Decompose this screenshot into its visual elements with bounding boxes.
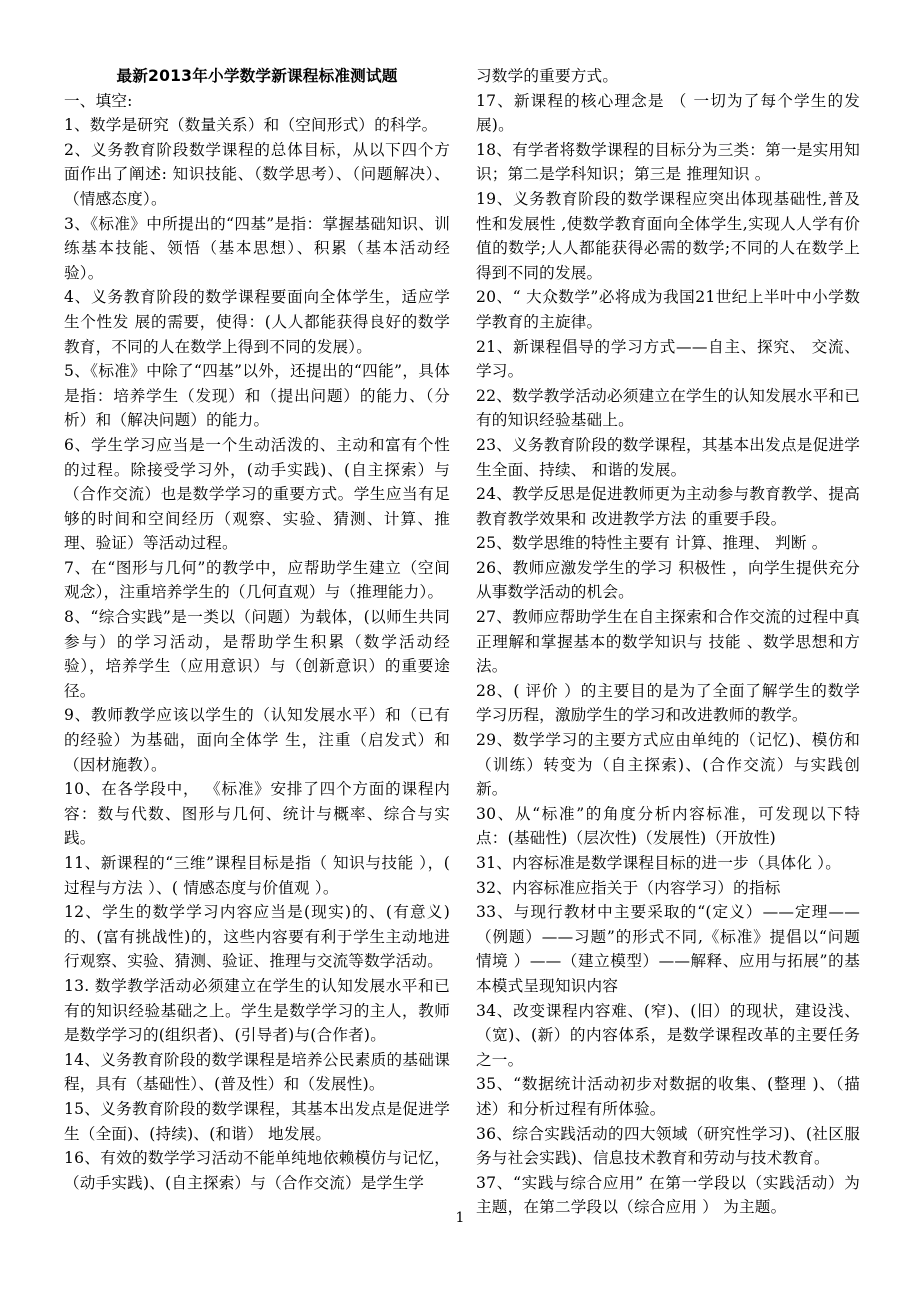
- question-item: 4、义务教育阶段的数学课程要面向全体学生，适应学生个性发 展的需要，使得：(人人都能获得良好的数学教育，不同的人在数学上得到不同的发展）。: [64, 288, 450, 356]
- question-item: 6、学生学习应当是一个生动活泼的、主动和富有个性的过程。除接受学习外，(动手实践)、(自主探索）与（合作交流）也是数学学习的重要方式。学生应当有足够的时间和空间经历（观察、实验、猜测、计算、推理、验证）等活动过程。: [64, 435, 450, 553]
- question-item: 13. 数学教学活动必须建立在学生的认知发展水平和已有的知识经验基础之上。学生是数学学习的主人，教师是数学学习的(组织者)、(引导者)与(合作者)。: [64, 976, 450, 1045]
- document-title: 最新2013年小学数学新课程标准测试题: [116, 67, 398, 85]
- question-item: 7、在“图形与几何”的教学中，应帮助学生建立（空间观念），注重培养学生的（几何直观）与（推理能力）。: [64, 558, 450, 602]
- question-item: 25、数学思维的特性主要有 计算、推理、 判断 。: [476, 534, 828, 553]
- question-item: 16、有效的数学学习活动不能单纯地依赖模仿与记忆，（动手实践)、(自主探索）与（合作交流）是学生学: [64, 1149, 450, 1192]
- question-item: 31、内容标准是数学课程目标的进一步（具体化 ）。: [476, 854, 842, 872]
- question-item: 36、综合实践活动的四大领域（研究性学习)、(社区服务与社会实践)、信息技术教育和劳动与技术教育。: [476, 1124, 860, 1168]
- question-item: 37、“实践与综合应用” 在第一学段以（实践活动）为主题，在第二学段以（综合应用 ） 为主题。: [476, 1173, 860, 1217]
- page-number: 1: [455, 1210, 465, 1226]
- right-column: [476, 64, 860, 1220]
- question-item: 8、“综合实践”是一类以（问题）为载体，(以师生共同参与）的学习活动，是帮助学生积累（数学活动经验），培养学生（应用意识）与（创新意识）的重要途径。: [64, 608, 450, 700]
- question-item: 19、义务教育阶段的数学课程应突出体现基础性,普及性和发展性 ,使数学教育面向全体学生,实现人人学有价值的数学;人人都能获得必需的数学;不同的人在数学上得到不同的发展。: [476, 189, 860, 282]
- question-item: 习数学的重要方式。: [476, 67, 619, 85]
- question-item: 10、在各学段中， 《标准》安排了四个方面的课程内容：数与代数、图形与几何、统计与概率、综合与实践。: [64, 780, 450, 848]
- section-heading: 一、填空:: [64, 91, 133, 110]
- question-item: 28、( 评价 ）的主要目的是为了全面了解学生的数学学习历程，激励学生的学习和改进教师的教学。: [476, 681, 860, 725]
- question-item: 5、《标准》中除了“四基”以外，还提出的“四能”，具体是指：培养学生（发现）和（提出问题）的能力、（分析）和（解决问题）的能力。: [64, 362, 450, 430]
- question-item: 34、改变课程内容难、(窄)、(旧）的现状，建设浅、（宽)、(新）的内容体系，是数学课程改革的主要任务之一。: [476, 1001, 860, 1069]
- question-item: 20、“ 大众数学”必将成为我国21世纪上半叶中小学数学教育的主旋律。: [476, 288, 860, 331]
- question-item: 11、新课程的“三维”课程目标是指（ 知识与技能 ），( 过程与方法 ）、( 情感态度与价值观 ）。: [64, 854, 450, 897]
- question-item: 24、教学反思是促进教师更为主动参与教育教学、提高教育教学效果和 改进教学方法 的重要手段。: [476, 485, 860, 528]
- question-item: 27、教师应帮助学生在自主探索和合作交流的过程中真正理解和掌握基本的数学知识与 技能 、数学思想和方法。: [476, 608, 860, 676]
- question-item: 3、《标准》中所提出的“四基”是指：掌握基础知识、训练基本技能、领悟（基本思想）、积累（基本活动经验）。: [64, 214, 450, 282]
- right-question-list: [476, 64, 860, 1220]
- question-item: 21、新课程倡导的学习方式——自主、探究、 交流、学习。: [476, 337, 860, 381]
- question-item: 18、有学者将数学课程的目标分为三类：第一是实用知识；第二是学科知识；第三是 推理知识 。: [476, 140, 860, 184]
- question-item: 15、义务教育阶段的数学课程，其基本出发点是促进学生（全面)、(持续)、(和谐） 地发展。: [64, 1099, 450, 1143]
- question-item: 30、从“标准”的角度分析内容标准，可发现以下特点：(基础性)（层次性)（发展性)（开放性): [476, 804, 860, 848]
- left-column: [64, 64, 450, 1195]
- question-item: 32、内容标准应指关于（内容学习）的指标: [476, 878, 781, 897]
- question-item: 35、“数据统计活动初步对数据的收集、(整理 )、（描述）和分析过程有所体验。: [476, 1075, 860, 1118]
- question-item: 9、教师教学应该以学生的（认知发展水平）和（已有的经验）为基础，面向全体学 生，注重（启发式）和（因材施教）。: [64, 706, 450, 774]
- question-item: 2、义务教育阶段数学课程的总体目标，从以下四个方面作出了阐述: 知识技能、（数学思考）、（问题解决）、（情感态度）。: [64, 140, 450, 208]
- question-item: 14、义务教育阶段的数学课程是培养公民素质的基础课程，具有（基础性）、(普及性）和（发展性)。: [64, 1050, 450, 1094]
- question-item: 29、数学学习的主要方式应由单纯的（记忆)、模仿和（训练）转变为（自主探索)、(合作交流）与实践创新。: [476, 731, 860, 799]
- question-item: 1、数学是研究（数量关系）和（空间形式）的科学。: [64, 116, 438, 135]
- question-item: 17、新课程的核心理念是 （ 一切为了每个学生的发展)。: [476, 91, 860, 135]
- question-item: 12、学生的数学学习内容应当是(现实)的、(有意义)的、(富有挑战性)的，这些内容要有利于学生主动地进行观察、实验、猜测、验证、推理与交流等数学活动。: [64, 903, 450, 971]
- question-item: 22、数学教学活动必须建立在学生的认知发展水平和已有的知识经验基础上。: [476, 386, 860, 430]
- left-question-list: [64, 113, 450, 1195]
- question-item: 23、义务教育阶段的数学课程，其基本出发点是促进学生全面、持续、 和谐的发展。: [476, 435, 860, 479]
- question-item: 33、与现行教材中主要采取的“(定义）——定理——（例题）——习题”的形式不同,《标准》提倡以“问题情境 ）——（建立模型）——解释、应用与拓展”的基本模式呈现知识内容: [476, 903, 860, 995]
- question-item: 26、教师应激发学生的学习 积极性 ，向学生提供充分从事数学活动的机会。: [476, 558, 860, 602]
